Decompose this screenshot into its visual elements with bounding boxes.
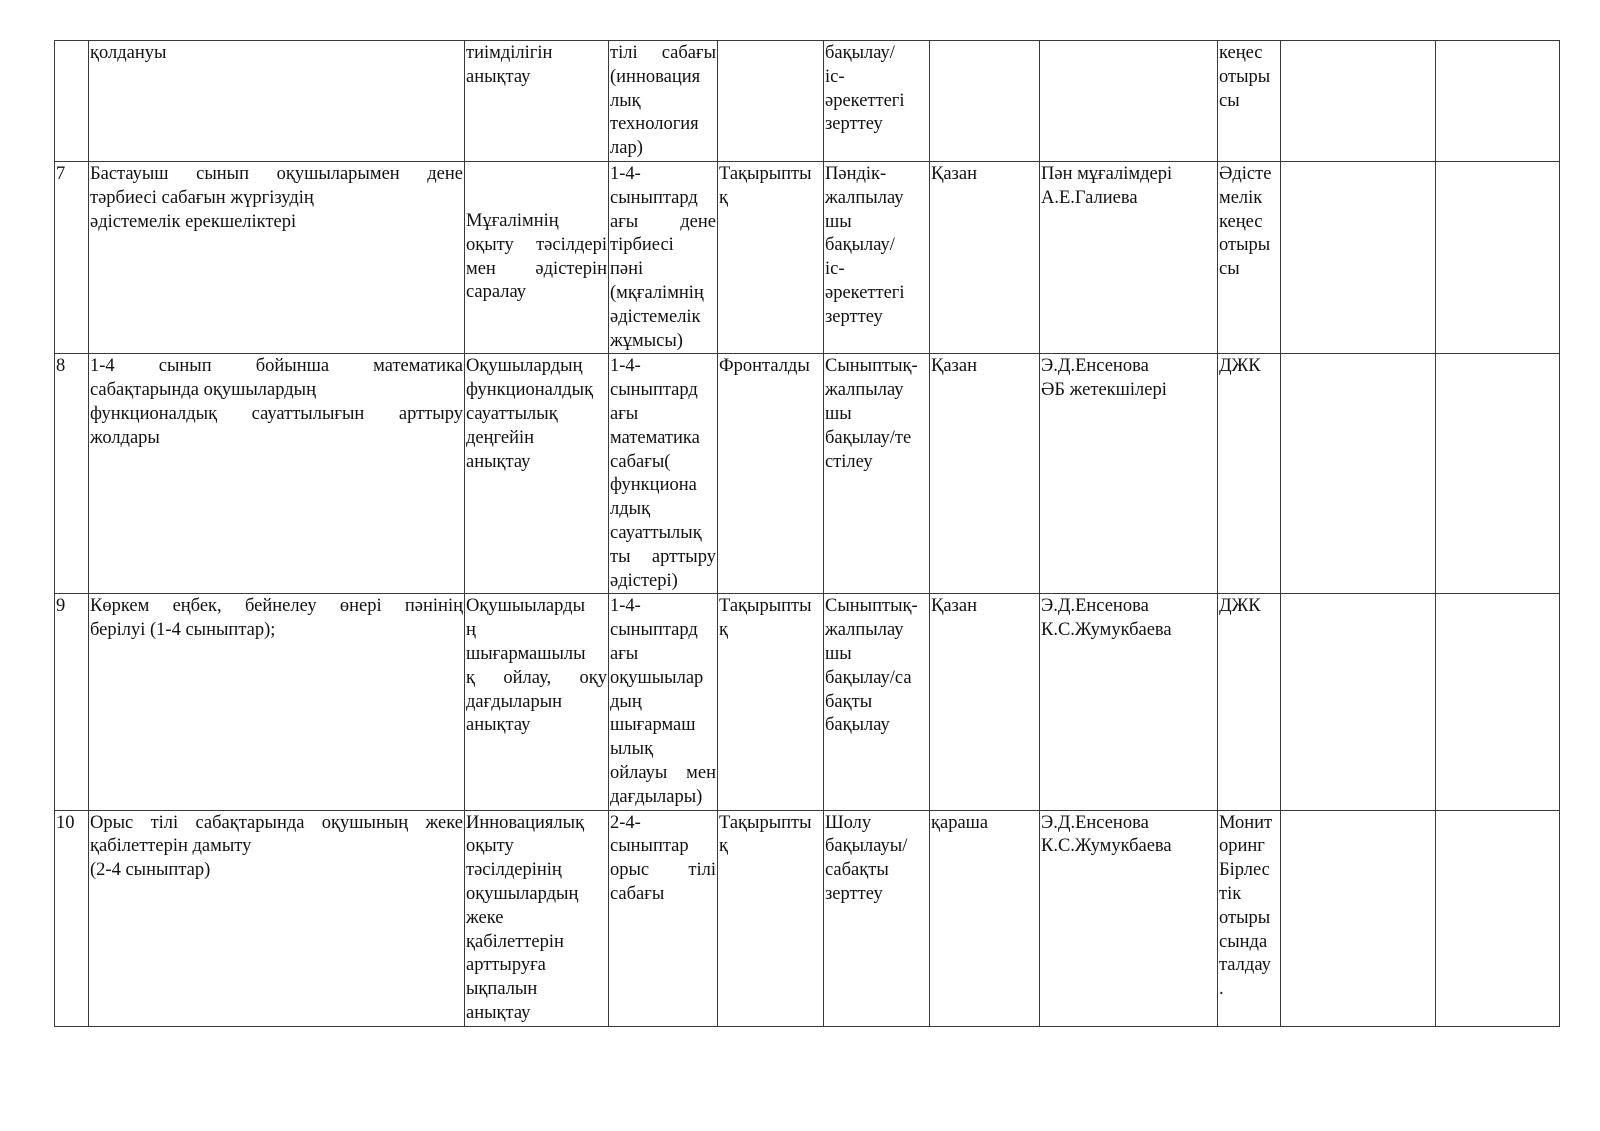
responsible-line: А.Е.Галиева [1041,187,1138,208]
object-line: пәні [610,259,644,280]
type-line: қ [719,187,728,208]
type-line: Фронталды [719,356,810,377]
cell-goal [465,810,609,1026]
cell-method [824,810,930,1026]
cell-type [718,354,824,594]
object-line: сыныптар [610,836,689,857]
object-line: сыныптард [610,380,698,401]
result-line: отыры [1219,235,1271,256]
method-line: жалпылау [825,380,904,401]
result-line: мелік [1219,187,1263,208]
cell-result [1218,41,1281,162]
method-line: шы [825,643,852,664]
method-line: іс- [825,259,845,280]
responsible-line: Э.Д.Енсенова [1041,356,1149,377]
object-line: ылық [610,739,654,760]
object-line: сыныптард [610,187,698,208]
method-line: зерттеу [825,306,883,327]
cell-goal [465,161,609,353]
table-row [55,41,1560,162]
table-row [55,161,1560,353]
object-line: лар) [610,138,643,159]
object-line: сабағы( [610,451,671,472]
topic-line: жолдары [90,427,160,448]
method-line: бақты [825,691,873,712]
goal-line: тиімділігін [466,43,553,63]
type-line: Тақырыпты [719,596,812,617]
result-line: сы [1219,259,1240,280]
goal-line: Мұғалімнің [466,210,559,231]
goal-line: сауаттылық [466,403,558,424]
cell-extra1 [1281,810,1436,1026]
topic-line: тәрбиесі сабағын жүргізудің [90,187,314,208]
control-plan-table [54,40,1560,1027]
goal-line: дағдыларын [466,691,563,712]
object-line: функциона [610,475,697,496]
cell-goal [465,41,609,162]
cell-object [609,810,718,1026]
cell-method [824,161,930,353]
table-row [55,354,1560,594]
topic-line: Бастауыш сынып оқушыларымен дене [90,163,463,184]
cell-object [609,594,718,810]
goal-line: ықпалын [466,979,538,1000]
object-line: тілі сабағы [610,43,716,63]
responsible-line: Пән мұғалімдері [1041,163,1173,184]
object-line: тірбиесі [610,235,674,256]
cell-extra2 [1436,161,1560,353]
responsible-line: Э.Д.Енсенова [1041,596,1149,617]
goal-line: оқыту [466,836,514,857]
method-line: бақылауы/ [825,836,908,857]
method-line: шы [825,211,852,232]
object-line: орыс тілі [610,860,716,881]
topic-line: Көркем еңбек, бейнелеу өнері пәнінің [90,596,463,617]
cell-result [1218,161,1281,353]
method-line: бақылау/те [825,427,912,448]
result-line: Бірлес [1219,860,1270,881]
goal-line: анықтау [466,66,531,87]
cell-extra2 [1436,810,1560,1026]
object-line: сауаттылық [610,522,702,543]
cell-result [1218,354,1281,594]
goal-line: шығармашылы [466,643,586,664]
cell-result [1218,810,1281,1026]
goal-line: тәсілдерінің [466,860,562,881]
table-row [55,594,1560,810]
object-line: 2-4- [610,812,641,833]
object-line: ағы [610,403,639,424]
topic-line: берілуі (1-4 сыныптар); [90,620,276,641]
topic-line: әдістемелік ерекшеліктері [90,211,297,232]
cell-extra1 [1281,41,1436,162]
goal-line: арттыруға [466,955,546,976]
type-line: Тақырыпты [719,812,812,833]
spacer [466,163,607,210]
cell-extra1 [1281,161,1436,353]
goal-line: функционалдық [466,380,594,401]
object-line: (инновация [610,66,701,87]
cell-extra2 [1436,41,1560,162]
cell-object [609,161,718,353]
result-line: сында [1219,931,1268,952]
cell-date: Қазан [930,354,1040,594]
table-row [55,810,1560,1026]
cell-object [609,354,718,594]
cell-goal [465,354,609,594]
cell-responsible [1040,810,1218,1026]
method-line: бақылау/са [825,667,912,688]
object-line: әдістемелік [610,306,701,327]
responsible-line: ӘБ жетекшілері [1041,380,1167,401]
cell-date: Қазан [930,594,1040,810]
object-line: оқушыылар [610,667,704,688]
goal-line: оқушылардың [466,883,579,904]
cell-date: қараша [930,810,1040,1026]
goal-line: ң [466,620,476,641]
type-line: қ [719,620,728,641]
cell-responsible [1040,41,1218,162]
topic-line: функционалдық сауаттылығын арттыру [90,403,463,424]
cell-extra2 [1436,594,1560,810]
type-line: Тақырыпты [719,163,812,184]
cell-goal [465,594,609,810]
object-line: жұмысы) [610,330,683,351]
goal-line: Оқушылардың [466,356,583,377]
cell-method [824,41,930,162]
result-line: кеңес [1219,211,1263,232]
responsible-line: К.С.Жумукбаева [1041,620,1172,641]
result-line: ДЖК [1219,596,1261,617]
method-line: әрекеттегі [825,282,905,303]
method-line: зерттеу [825,883,883,904]
method-line: стілеу [825,451,873,472]
object-line: математика [610,427,700,448]
goal-line: анықтау [466,1002,531,1023]
goal-line: қ ойлау, оқу [466,667,607,688]
goal-line: Оқушыыларды [466,596,585,617]
cell-method [824,594,930,810]
method-line: шы [825,403,852,424]
method-line: Шолу [825,812,872,833]
result-line: сы [1219,90,1240,111]
cell-num: 10 [55,810,89,1026]
result-line: тік [1219,883,1242,904]
goal-line: деңгейін [466,427,535,448]
object-line: лдық [610,499,651,520]
goal-line: оқыту тәсілдері [466,234,607,255]
type-line: қ [719,836,728,857]
object-line: 1-4- [610,596,641,617]
cell-topic [89,41,465,162]
cell-responsible [1040,594,1218,810]
result-line: талдау [1219,955,1271,976]
result-line: отыры [1219,907,1271,928]
method-line: Сыныптық- [825,596,918,617]
object-line: ойлауы мен [610,762,716,783]
cell-date [930,41,1040,162]
object-line: ағы дене [610,211,716,232]
object-line: сыныптард [610,620,698,641]
object-line: ты арттыру [610,546,716,567]
result-line: . [1219,979,1224,1000]
object-line: (мқғалімнің [610,282,704,303]
cell-extra1 [1281,354,1436,594]
cell-num [55,41,89,162]
cell-topic [89,594,465,810]
topic-line: қолдануы [90,43,167,63]
method-line: бақылау/ [825,235,895,256]
result-line: оринг [1219,836,1265,857]
result-line: Монит [1219,812,1273,833]
cell-num: 7 [55,161,89,353]
goal-line: саралау [466,282,527,303]
cell-topic [89,354,465,594]
method-line: зерттеу [825,114,883,135]
cell-responsible [1040,354,1218,594]
cell-extra2 [1436,354,1560,594]
topic-line: (2-4 сыныптар) [90,860,211,881]
cell-type [718,810,824,1026]
method-line: бақылау [825,715,890,736]
method-line: жалпылау [825,620,904,641]
object-line: дағдылары) [610,786,703,807]
cell-extra1 [1281,594,1436,810]
topic-line: Орыс тілі сабақтарында оқушының жеке [90,812,463,833]
result-line: отыры [1219,66,1271,87]
cell-method [824,354,930,594]
cell-num: 9 [55,594,89,810]
cell-result [1218,594,1281,810]
topic-line: қабілеттерін дамыту [90,836,252,857]
object-line: ағы [610,643,639,664]
object-line: технология [610,114,699,135]
responsible-line: К.С.Жумукбаева [1041,836,1172,857]
method-line: бақылау/ [825,43,895,63]
method-line: жалпылау [825,187,904,208]
object-line: шығармаш [610,715,696,736]
goal-line: Инновациялық [466,812,585,833]
cell-responsible [1040,161,1218,353]
object-line: сабағы [610,883,665,904]
object-line: әдістері) [610,570,678,591]
goal-line: анықтау [466,715,531,736]
method-line: Сыныптық- [825,356,918,377]
responsible-line: Э.Д.Енсенова [1041,812,1149,833]
object-line: дың [610,691,642,712]
cell-topic [89,161,465,353]
object-line: лық [610,90,641,111]
method-line: әрекеттегі [825,90,905,111]
result-line: ДЖК [1219,356,1261,377]
cell-type [718,161,824,353]
method-line: сабақты [825,860,889,881]
topic-line: 1-4 сынып бойынша математика [90,356,463,377]
cell-date: Қазан [930,161,1040,353]
topic-line: сабақтарында оқушылардың [90,380,316,401]
method-line: Пәндік- [825,163,887,184]
goal-line: мен әдістерін [466,258,607,279]
goal-line: қабілеттерін [466,931,564,952]
cell-type [718,594,824,810]
result-line: кеңес [1219,43,1263,63]
goal-line: жеке [466,907,504,928]
cell-num: 8 [55,354,89,594]
cell-topic [89,810,465,1026]
goal-line: анықтау [466,451,531,472]
method-line: іс- [825,66,845,87]
object-line: 1-4- [610,356,641,377]
cell-object [609,41,718,162]
cell-type [718,41,824,162]
result-line: Әдісте [1219,163,1272,184]
object-line: 1-4- [610,163,641,184]
